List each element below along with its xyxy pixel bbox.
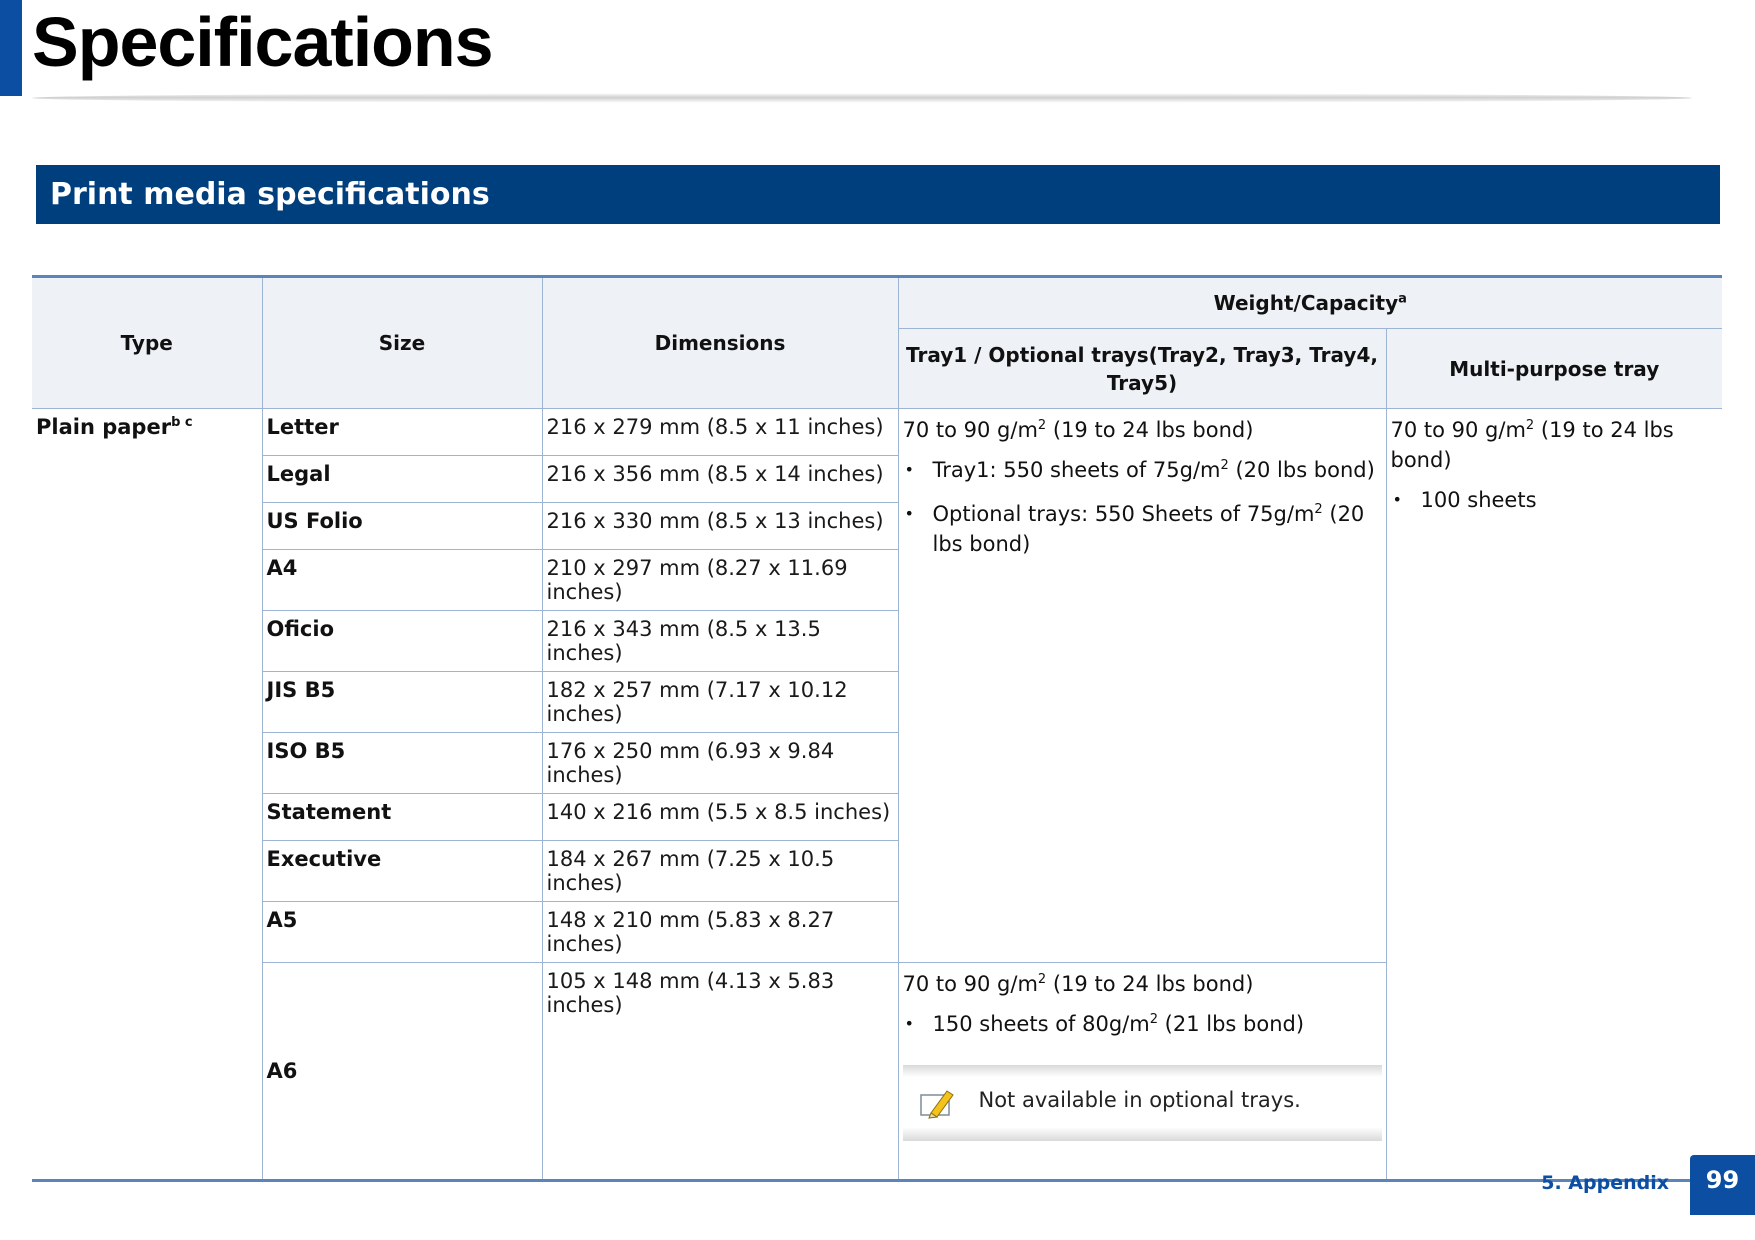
superscript: 2 (1037, 972, 1047, 987)
header-mp-tray: Multi-purpose tray (1386, 329, 1722, 409)
capacity-item (1391, 485, 1719, 515)
size-cell: Statement (262, 794, 542, 841)
weight-range-text: 70 to 90 g/m (1390, 418, 1526, 442)
capacity-text-suffix: (20 lbs bond) (932, 502, 1365, 556)
mp-tray-capacity-cell (1386, 409, 1722, 1181)
size-cell: JIS B5 (262, 672, 542, 733)
bullet-icon: • (904, 1014, 914, 1033)
superscript: 2 (1525, 418, 1535, 433)
tray1-capacity-cell (898, 409, 1386, 963)
superscript: 2 (1220, 458, 1229, 473)
weight-range (1391, 415, 1719, 475)
capacity-item (903, 455, 1382, 485)
size-cell: ISO B5 (262, 733, 542, 794)
bullet-icon: • (904, 460, 914, 479)
footer-section-label: 5. Appendix (1541, 1172, 1669, 1194)
size-cell: Legal (262, 456, 542, 503)
print-media-table (32, 275, 1722, 1182)
capacity-list (1391, 485, 1719, 515)
header-weight-capacity (898, 277, 1722, 329)
header-size: Size (262, 277, 542, 409)
size-cell: Executive (262, 841, 542, 902)
footnote-marker: b c (171, 415, 193, 430)
dimensions-cell: 184 x 267 mm (7.25 x 10.5 inches) (542, 841, 898, 902)
bullet-icon: • (1392, 490, 1402, 509)
capacity-list (903, 1009, 1382, 1039)
dimensions-cell: 140 x 216 mm (5.5 x 8.5 inches) (542, 794, 898, 841)
weight-range-suffix: (19 to 24 lbs bond) (1046, 418, 1254, 442)
superscript: 2 (1314, 502, 1323, 517)
header-dimensions: Dimensions (542, 277, 898, 409)
weight-range-suffix: (19 to 24 lbs bond) (1390, 418, 1674, 472)
size-cell: A5 (262, 902, 542, 963)
dimensions-cell: 182 x 257 mm (7.17 x 10.12 inches) (542, 672, 898, 733)
header-weight-capacity-label: Weight/Capacity (1213, 291, 1399, 315)
dimensions-cell: 105 x 148 mm (4.13 x 5.83 inches) (542, 963, 898, 1181)
dimensions-cell: 216 x 356 mm (8.5 x 14 inches) (542, 456, 898, 503)
page-number: 99 (1690, 1155, 1755, 1215)
weight-range (903, 969, 1382, 999)
header-type: Type (32, 277, 262, 409)
dimensions-cell: 148 x 210 mm (5.83 x 8.27 inches) (542, 902, 898, 963)
section-title: Print media specifications (50, 177, 490, 212)
left-accent-bar (0, 0, 22, 96)
type-value: Plain paper (36, 415, 172, 439)
capacity-text: 150 sheets of 80g/m (932, 1012, 1150, 1036)
dimensions-cell: 216 x 279 mm (8.5 x 11 inches) (542, 409, 898, 456)
spec-table-container (32, 275, 1722, 1182)
capacity-text: 100 sheets (1420, 488, 1537, 512)
capacity-list (903, 455, 1382, 559)
type-cell (32, 409, 262, 1181)
page-title: Specifications (32, 3, 493, 81)
weight-range-suffix: (19 to 24 lbs bond) (1046, 972, 1254, 996)
capacity-item (903, 1009, 1382, 1039)
title-divider (32, 93, 1692, 103)
weight-range-text: 70 to 90 g/m (902, 418, 1038, 442)
capacity-text-suffix: (20 lbs bond) (1228, 458, 1375, 482)
note-box (903, 1065, 1382, 1141)
size-cell: US Folio (262, 503, 542, 550)
capacity-text: Optional trays: 550 Sheets of 75g/m (932, 502, 1315, 526)
note-text: Not available in optional trays. (978, 1088, 1301, 1112)
dimensions-cell: 210 x 297 mm (8.27 x 11.69 inches) (542, 550, 898, 611)
dimensions-cell: 216 x 330 mm (8.5 x 13 inches) (542, 503, 898, 550)
weight-range (903, 415, 1382, 445)
dimensions-cell: 176 x 250 mm (6.93 x 9.84 inches) (542, 733, 898, 794)
weight-range-text: 70 to 90 g/m (902, 972, 1038, 996)
bullet-icon: • (904, 504, 914, 523)
capacity-item (903, 499, 1382, 559)
header-tray1: Tray1 / Optional trays(Tray2, Tray3, Tray4, Tray5) (898, 329, 1386, 409)
dimensions-cell: 216 x 343 mm (8.5 x 13.5 inches) (542, 611, 898, 672)
capacity-text: Tray1: 550 sheets of 75g/m (932, 458, 1221, 482)
size-cell: Oficio (262, 611, 542, 672)
size-cell: A6 (262, 963, 542, 1181)
note-pencil-icon (917, 1087, 957, 1119)
section-header (36, 165, 1720, 224)
footnote-marker: a (1398, 291, 1407, 307)
a6-capacity-cell (898, 963, 1386, 1181)
superscript: 2 (1037, 418, 1047, 433)
superscript: 2 (1149, 1012, 1158, 1027)
size-cell: Letter (262, 409, 542, 456)
table-row (32, 409, 1722, 456)
capacity-text-suffix: (21 lbs bond) (1157, 1012, 1305, 1036)
table-body (32, 409, 1722, 1181)
size-cell: A4 (262, 550, 542, 611)
